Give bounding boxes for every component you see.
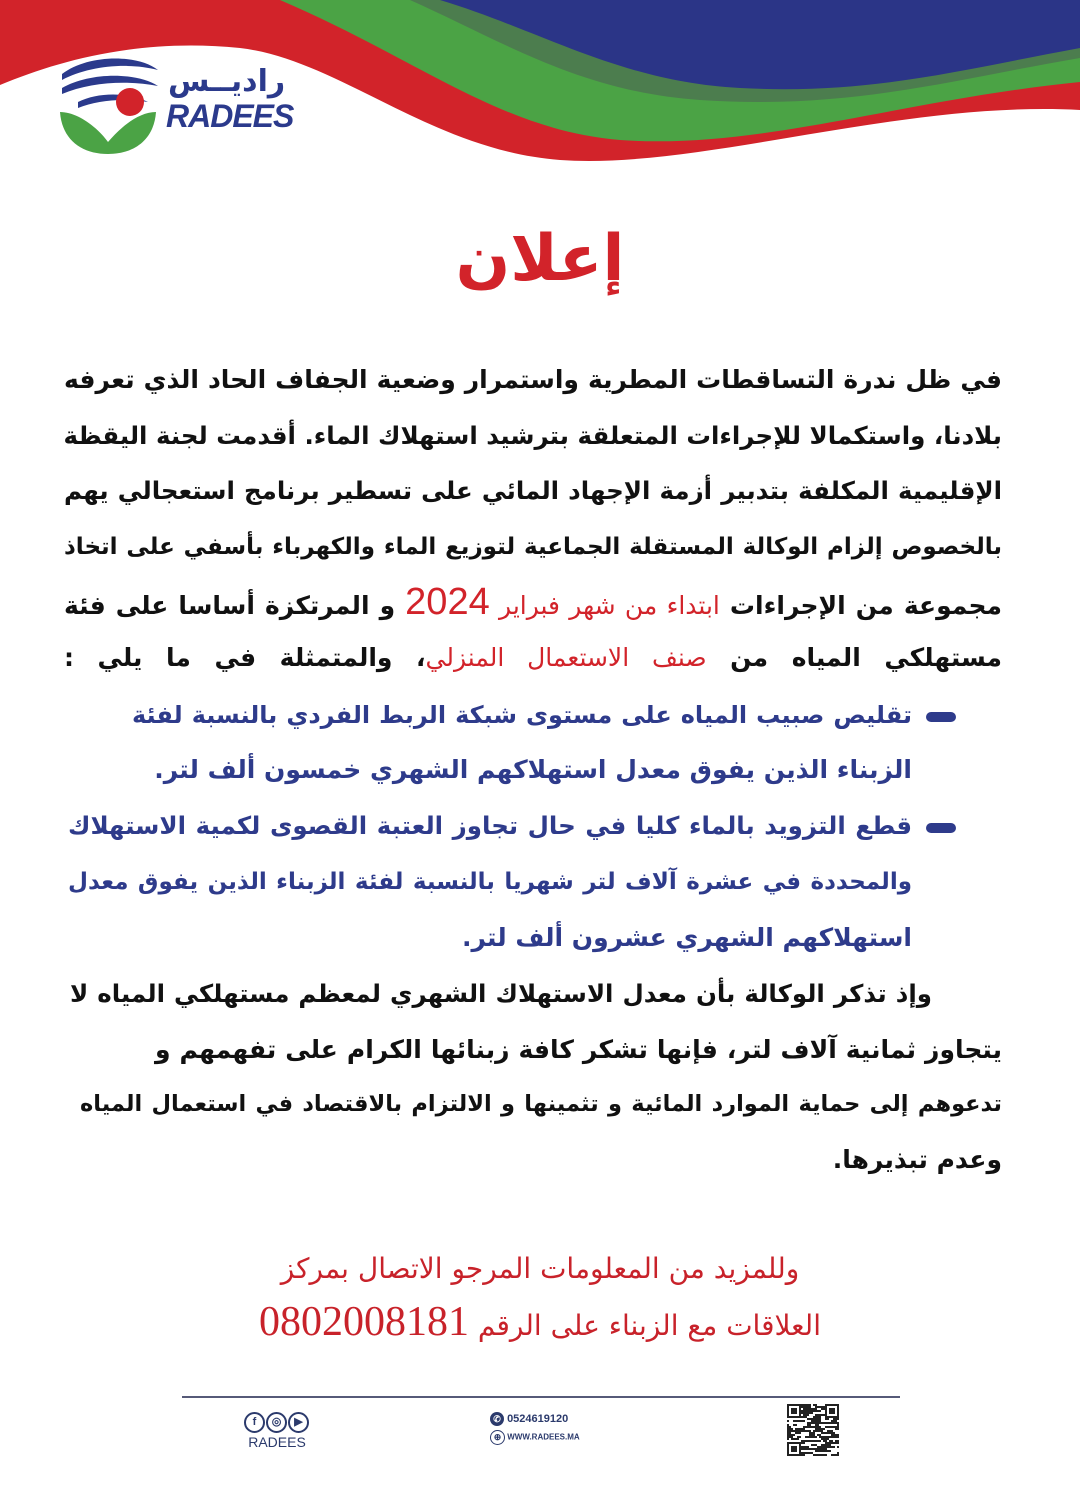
- text-segment: في ظل ندرة التساقطات المطرية واستمرار وضعية الجفاف الحاد الذي تعرفه: [64, 365, 1002, 394]
- paragraph-line: [64, 577, 1002, 627]
- footer-website[interactable]: WWW.RADEES.MA: [507, 1432, 580, 1442]
- bullet-marker: [926, 712, 956, 722]
- text-segment: و المرتكزة أساسا على فئة: [64, 591, 406, 621]
- text-segment: الإقليمية المكلفة بتدبير أزمة الإجهاد المائي على تسطير برنامج استعجالي يهم: [64, 476, 1002, 506]
- contact-line-2: [0, 1298, 1080, 1346]
- footer-contact: [490, 1412, 580, 1445]
- contact-line-1: وللمزيد من المعلومات المرجو الاتصال بمركز: [280, 1252, 800, 1285]
- logo-latin-text: RADEES: [166, 98, 294, 134]
- paragraph-line: [64, 522, 1002, 572]
- instagram-icon[interactable]: ◎: [266, 1412, 287, 1433]
- bullet-line: والمحددة في عشرة آلاف لتر شهريا بالنسبة لفئة الزبناء الذين يفوق معدل: [68, 869, 912, 895]
- contact-phone-number[interactable]: 0802008181: [259, 1299, 469, 1345]
- bullet-line: قطع التزويد بالماء كليا في حال تجاوز العتبة القصوى لكمية الاستهلاك: [68, 811, 912, 840]
- paragraph-line: [64, 633, 1002, 683]
- paragraph-line: يتجاوز ثمانية آلاف لتر، فإنها تشكر كافة زبنائها الكرام على تفهمهم و: [155, 1035, 1002, 1064]
- bullet-marker: [926, 823, 956, 833]
- logo-arabic-text: راديــس: [168, 64, 286, 99]
- footer-phone[interactable]: 0524619120: [507, 1412, 569, 1425]
- highlight-text: 2024: [405, 581, 490, 624]
- footer-social-label: RADEES: [248, 1434, 306, 1450]
- paragraph-line: تدعوهم إلى حماية الموارد المائية و تثمينها و الالتزام بالاقتصاد في استعمال المياه: [80, 1091, 1002, 1117]
- paragraph-line: وإذ تذكر الوكالة بأن معدل الاستهلاك الشهري لمعظم مستهلكي المياه لا: [70, 979, 932, 1008]
- contact-text: العلاقات مع الزبناء على الرقم: [469, 1309, 821, 1342]
- paragraph-line: [64, 355, 1002, 405]
- text-segment: ، والمتمثلة في ما يلي :: [64, 643, 426, 672]
- footer-social: [244, 1412, 310, 1450]
- text-segment: مجموعة من الإجراءات: [719, 591, 1002, 621]
- paragraph-line: [64, 411, 1002, 461]
- highlight-text: صنف الاستعمال المنزلي: [425, 643, 707, 672]
- text-segment: بالخصوص إلزام الوكالة المستقلة الجماعية لتوزيع الماء والكهرباء بأسفي على اتخاذ: [64, 533, 1002, 560]
- text-segment: مستهلكي المياه من: [706, 643, 1002, 672]
- highlight-text: ابتداء من شهر فبراير: [489, 591, 720, 621]
- paragraph-line: وعدم تبذيرها.: [832, 1145, 1002, 1174]
- text-segment: بلادنا، واستكمالا للإجراءات المتعلقة بترشيد استهلاك الماء. أقدمت لجنة اليقظة: [63, 420, 1002, 450]
- globe-icon: ⊕: [490, 1430, 505, 1445]
- paragraph-line: [64, 466, 1002, 516]
- bullet-line: تقليص صبيب المياه على مستوى شبكة الربط الفردي بالنسبة لفئة: [132, 701, 912, 729]
- youtube-icon[interactable]: ▶: [288, 1412, 309, 1433]
- phone-icon: ✆: [490, 1412, 504, 1426]
- facebook-icon[interactable]: f: [244, 1412, 265, 1433]
- bullet-line: استهلاكهم الشهري عشرون ألف لتر.: [462, 923, 912, 952]
- footer-divider: [182, 1396, 900, 1398]
- announcement-title: إعلان: [455, 222, 625, 296]
- bullet-line: الزبناء الذين يفوق معدل استهلاكهم الشهري خمسون ألف لتر.: [154, 755, 912, 784]
- qr-code[interactable]: [787, 1404, 839, 1456]
